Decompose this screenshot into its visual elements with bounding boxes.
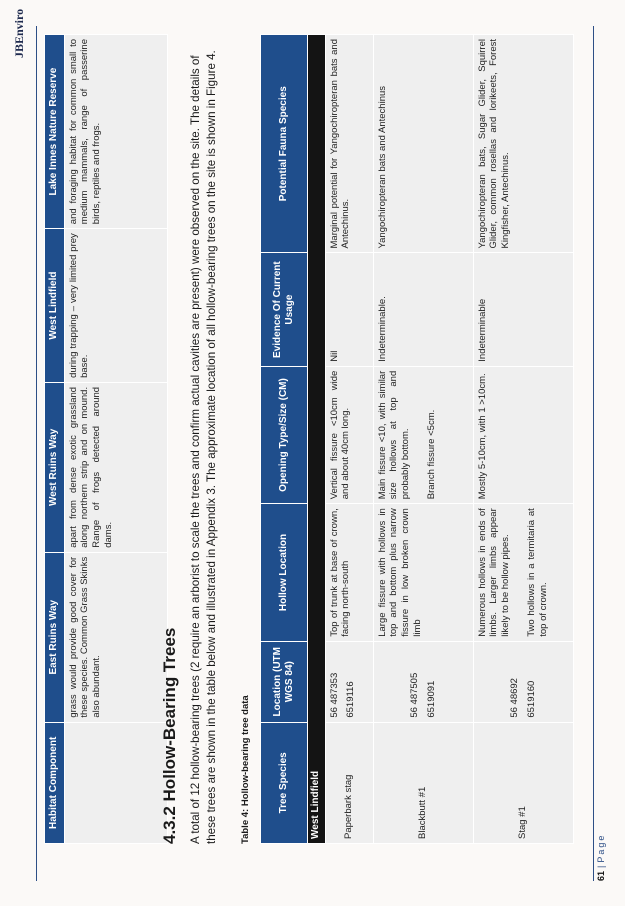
habitat-cell: and foraging habitat for common small to medium mammals, range of passerine birds, reptiles and frogs. [64, 35, 167, 229]
spacer [512, 508, 526, 637]
habitat-table [44, 34, 168, 844]
northing: 6519116 [345, 681, 357, 718]
header-fauna: Potential Fauna Species [261, 35, 308, 253]
table-row [325, 35, 373, 844]
section-heading: 4.3.2 Hollow-Bearing Trees [160, 627, 179, 844]
habitat-cell: grass would provide good cover for these species. Common Grass Skinks also abundant. [64, 552, 167, 722]
header-location: Location (UTM WGS 84) [261, 641, 308, 722]
habitat-header-cell: East Ruins Way [45, 552, 65, 722]
footer-rule [593, 26, 594, 881]
easting: 56 48692 [508, 678, 520, 718]
habitat-cell: during trapping – very limited prey base. [64, 229, 167, 383]
header-hollow-location: Hollow Location [261, 504, 308, 642]
hollow-location-cell: Large fissure with hollows in top and bottom plus narrow fissure in low broken crown limb [373, 504, 473, 642]
easting: 56 487353 [328, 672, 340, 718]
hollow-extra: Two hollows in a termitaria at top of crown. [526, 508, 549, 637]
location-cell [373, 641, 473, 722]
opening-cell: Mostly 5-10cm, with 1 >10cm. [473, 366, 573, 504]
header-opening: Opening Type/Size (CM) [261, 366, 308, 504]
header-tree-species: Tree Species [261, 722, 308, 843]
evidence-cell: Indeterminable. [373, 253, 473, 366]
hollow-header-row [261, 35, 308, 844]
brand-logo: JBEnviro [12, 8, 26, 58]
page-separator: | [596, 865, 606, 868]
page-footer [596, 834, 606, 881]
hollow-location-cell: Top of trunk at base of crown, facing north-south [325, 504, 373, 642]
opening-extra: Branch fissure <5cm. [426, 409, 438, 500]
page-number: 61 [596, 870, 606, 881]
section-paragraph: A total of 12 hollow-bearing trees (2 require an arborist to scale the trees and confirm actual cavities are present) were observed on the site. The details of these trees are shown in the table below and illustrated in Appendix 3. The approximate location of all hollow-bearing trees on the site is shown in Figure 4. [189, 50, 218, 844]
page-word: Page [596, 833, 606, 863]
hollow-main: Numerous hollows in ends of limbs. Larger limbs appear likely to be hollow pipes. [476, 508, 512, 637]
group-label: West Lindfield [308, 35, 326, 844]
habitat-row [64, 35, 167, 844]
table-caption: Table 4: Hollow-bearing tree data [240, 695, 251, 844]
tree-species-cell: Stag #1 [473, 722, 573, 843]
evidence-cell: Indeterminable [473, 253, 573, 366]
header-rule [36, 26, 37, 881]
habitat-header-cell: West Lindfield [45, 229, 65, 383]
habitat-header-cell: Lake Innes Nature Reserve [45, 35, 65, 229]
opening-main: Main fissure <10, with similar size hollows at top and probably bottom. [376, 370, 412, 500]
habitat-cell [64, 722, 167, 843]
habitat-header-cell: West Ruins Way [45, 382, 65, 552]
hollow-location-cell [473, 504, 573, 642]
evidence-cell: Nil [325, 253, 373, 366]
fauna-cell: Marginal potential for Yangochiropteran bats and Antechinus. [325, 35, 373, 253]
group-row [308, 35, 326, 844]
tree-species-cell: Paperbark stag [325, 722, 373, 843]
habitat-header-row [45, 35, 65, 844]
northing: 6519091 [425, 680, 437, 718]
table-row [373, 35, 473, 844]
table-row [473, 35, 573, 844]
tree-species-cell: Blackbutt #1 [373, 722, 473, 843]
opening-cell: Vertical fissure <10cm wide and about 40cm long. [325, 366, 373, 504]
easting: 56 487505 [408, 672, 420, 718]
spacer [412, 371, 426, 500]
hollow-bearing-table [260, 34, 574, 844]
northing: 6519160 [525, 680, 537, 718]
fauna-cell: Yangochiropteran bats, Sugar Glider, Squirrel Glider, common rosellas and lorikeets, Forest Kingfisher, Antechinus. [473, 35, 573, 253]
header-evidence: Evidence Of Current Usage [261, 253, 308, 366]
habitat-cell: apart from dense exotic grassland along northern strip and on mound. Range of frogs detected around dams. [64, 382, 167, 552]
fauna-cell: Yangochiropteran bats and Antechinus [373, 35, 473, 253]
location-cell [473, 641, 573, 722]
opening-cell [373, 366, 473, 504]
habitat-header-cell: Habitat Component [45, 722, 65, 843]
location-cell [325, 641, 373, 722]
